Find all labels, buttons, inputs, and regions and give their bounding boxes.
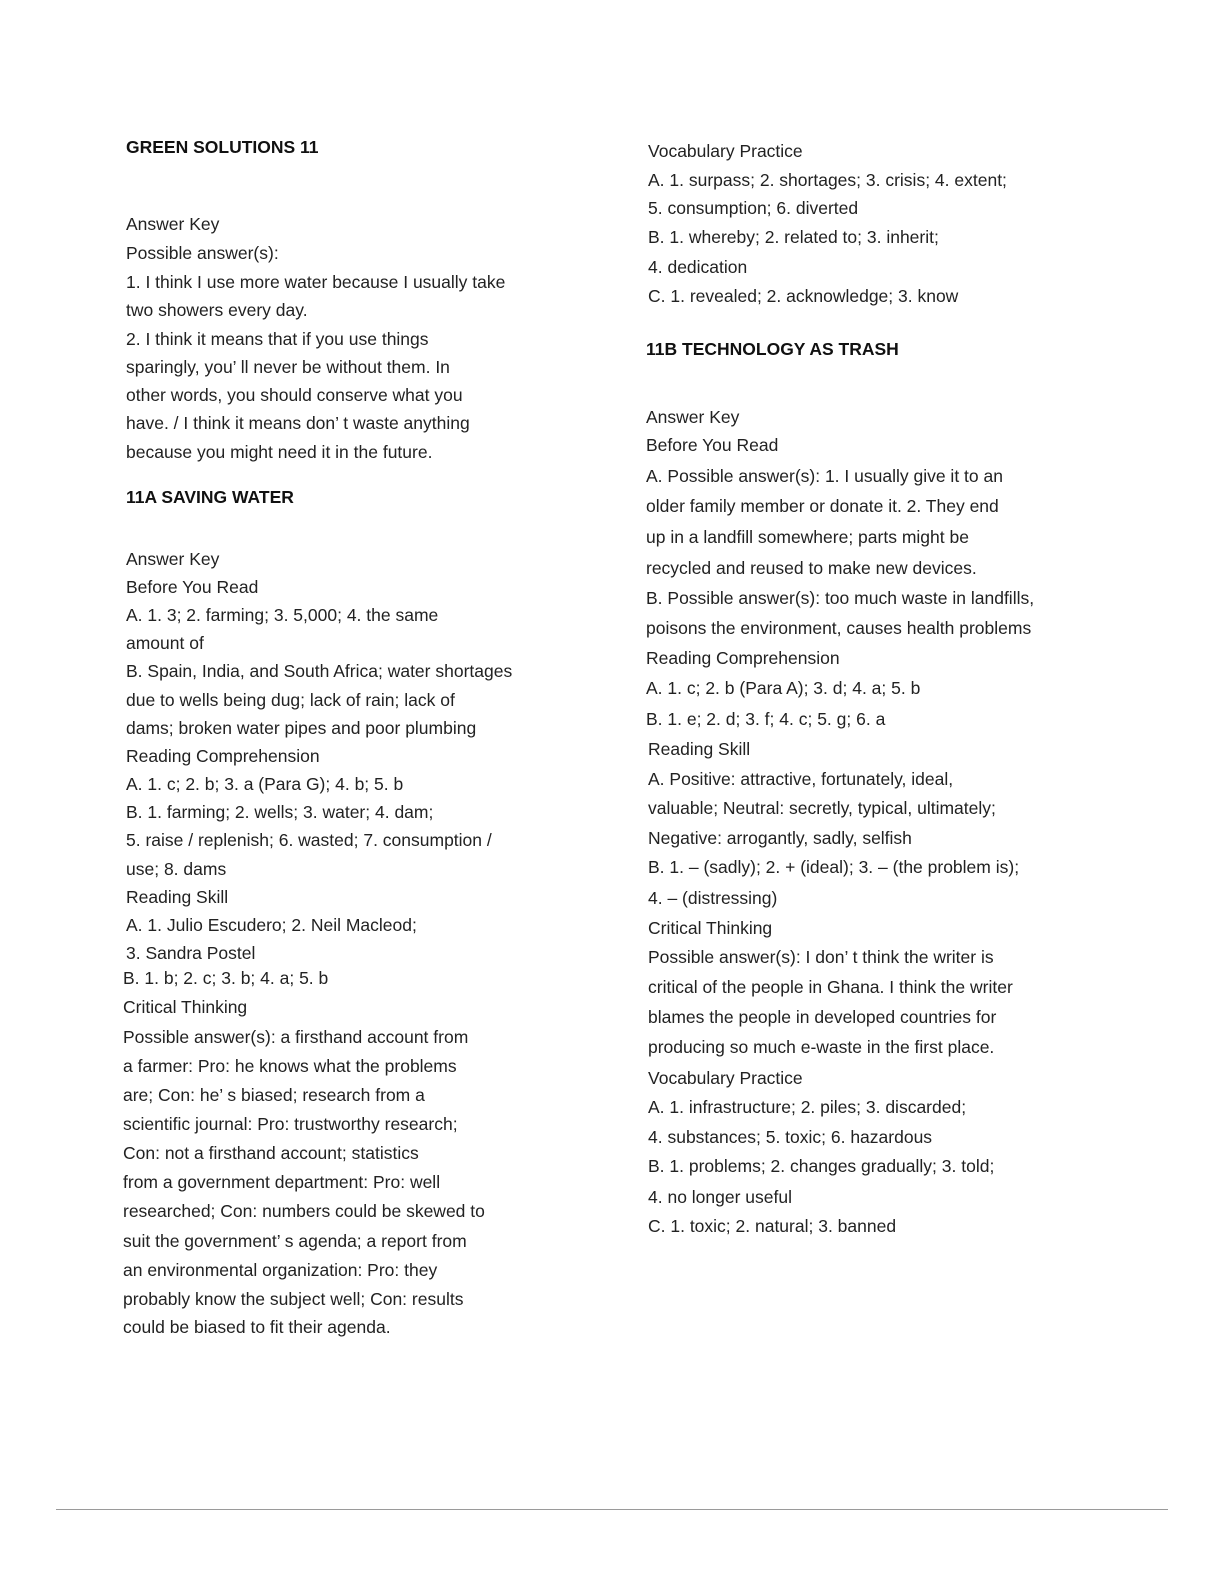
left-section-line: A. 1. Julio Escudero; 2. Neil Macleod; <box>126 915 417 935</box>
right-section-line: A. 1. infrastructure; 2. piles; 3. discarded; <box>648 1097 967 1117</box>
left-section-line: 5. raise / replenish; 6. wasted; 7. consumption / <box>126 830 492 850</box>
left-section-line: a farmer: Pro: he knows what the problems <box>123 1056 457 1076</box>
left-section-line: Con: not a firsthand account; statistics <box>123 1143 419 1163</box>
right-section-line: Answer Key <box>646 407 740 427</box>
right-section-line: 4. substances; 5. toxic; 6. hazardous <box>648 1127 933 1147</box>
left-section-line: due to wells being dug; lack of rain; lack of <box>126 690 455 710</box>
left-section-line: Possible answer(s): a firsthand account from <box>123 1027 469 1047</box>
right-section-line: B. 1. – (sadly); 2. + (ideal); 3. – (the problem is); <box>648 857 1020 877</box>
left-section-line: A. 1. c; 2. b; 3. a (Para G); 4. b; 5. b <box>126 774 404 794</box>
right-section-line: Reading Comprehension <box>646 648 840 668</box>
left-section-line: 3. Sandra Postel <box>126 943 256 963</box>
left-intro-line: other words, you should conserve what you <box>126 385 463 405</box>
left-section-line: use; 8. dams <box>126 859 227 879</box>
document-title: GREEN SOLUTIONS 11 <box>126 137 319 157</box>
left-intro-line: Answer Key <box>126 214 220 234</box>
right-section-line: blames the people in developed countries for <box>648 1007 997 1027</box>
right-section-line: older family member or donate it. 2. They end <box>646 496 999 516</box>
left-section-line: scientific journal: Pro: trustworthy research; <box>123 1114 458 1134</box>
right-top-line: 4. dedication <box>648 257 748 277</box>
right-section-line: valuable; Neutral: secretly, typical, ultimately; <box>648 798 996 818</box>
left-section-line: are; Con: he’ s biased; research from a <box>123 1085 425 1105</box>
right-section-line: recycled and reused to make new devices. <box>646 558 977 578</box>
left-section-line: B. Spain, India, and South Africa; water shortages <box>126 661 513 681</box>
right-top-line: B. 1. whereby; 2. related to; 3. inherit; <box>648 227 939 247</box>
right-section-line: C. 1. toxic; 2. natural; 3. banned <box>648 1216 897 1236</box>
section-heading-11a: 11A SAVING WATER <box>126 487 294 507</box>
right-section-line: 4. – (distressing) <box>648 888 778 908</box>
left-intro-line: because you might need it in the future. <box>126 442 433 462</box>
left-section-line: Critical Thinking <box>123 997 248 1017</box>
right-section-line: B. 1. e; 2. d; 3. f; 4. c; 5. g; 6. a <box>646 709 886 729</box>
right-section-line: poisons the environment, causes health problems <box>646 618 1032 638</box>
right-section-line: Negative: arrogantly, sadly, selfish <box>648 828 912 848</box>
right-section-line: up in a landfill somewhere; parts might be <box>646 527 969 547</box>
left-section-line: an environmental organization: Pro: they <box>123 1260 438 1280</box>
left-section-line: probably know the subject well; Con: results <box>123 1289 464 1309</box>
right-top-line: A. 1. surpass; 2. shortages; 3. crisis; 4. extent; <box>648 170 1007 190</box>
left-intro-line: 1. I think I use more water because I usually take <box>126 272 506 292</box>
left-section-line: researched; Con: numbers could be skewed to <box>123 1201 485 1221</box>
left-intro-line: 2. I think it means that if you use things <box>126 329 429 349</box>
section-heading-11b: 11B TECHNOLOGY AS TRASH <box>646 339 899 359</box>
left-section-line: dams; broken water pipes and poor plumbing <box>126 718 477 738</box>
left-section-line: Reading Skill <box>126 887 229 907</box>
left-section-line: Reading Comprehension <box>126 746 320 766</box>
left-section-line: from a government department: Pro: well <box>123 1172 441 1192</box>
right-section-line: producing so much e-waste in the first place. <box>648 1037 995 1057</box>
right-section-line: Vocabulary Practice <box>648 1068 803 1088</box>
left-section-line: suit the government’ s agenda; a report from <box>123 1231 467 1251</box>
right-top-line: Vocabulary Practice <box>648 141 803 161</box>
right-section-line: Reading Skill <box>648 739 751 759</box>
right-section-line: A. Possible answer(s): 1. I usually give it to an <box>646 466 1003 486</box>
right-top-line: C. 1. revealed; 2. acknowledge; 3. know <box>648 286 959 306</box>
left-intro-line: sparingly, you’ ll never be without them. In <box>126 357 450 377</box>
left-section-line: A. 1. 3; 2. farming; 3. 5,000; 4. the same <box>126 605 439 625</box>
footer-divider <box>56 1509 1168 1510</box>
left-section-line: Before You Read <box>126 577 259 597</box>
right-top-line: 5. consumption; 6. diverted <box>648 198 859 218</box>
left-section-line: amount of <box>126 633 204 653</box>
left-section-line: B. 1. farming; 2. wells; 3. water; 4. dam; <box>126 802 434 822</box>
right-section-line: B. Possible answer(s): too much waste in landfills, <box>646 588 1035 608</box>
right-section-line: critical of the people in Ghana. I think the writer <box>648 977 1013 997</box>
right-section-line: 4. no longer useful <box>648 1187 792 1207</box>
right-section-line: Critical Thinking <box>648 918 773 938</box>
left-intro-line: two showers every day. <box>126 300 308 320</box>
right-section-line: A. Positive: attractive, fortunately, ideal, <box>648 769 954 789</box>
right-section-line: B. 1. problems; 2. changes gradually; 3. told; <box>648 1156 995 1176</box>
left-intro-line: have. / I think it means don’ t waste anything <box>126 413 470 433</box>
left-section-line: could be biased to fit their agenda. <box>123 1317 391 1337</box>
left-section-line: Answer Key <box>126 549 220 569</box>
right-section-line: Possible answer(s): I don’ t think the writer is <box>648 947 994 967</box>
right-section-line: Before You Read <box>646 435 779 455</box>
right-section-line: A. 1. c; 2. b (Para A); 3. d; 4. a; 5. b <box>646 678 921 698</box>
left-section-line: B. 1. b; 2. c; 3. b; 4. a; 5. b <box>123 968 329 988</box>
left-intro-line: Possible answer(s): <box>126 243 279 263</box>
